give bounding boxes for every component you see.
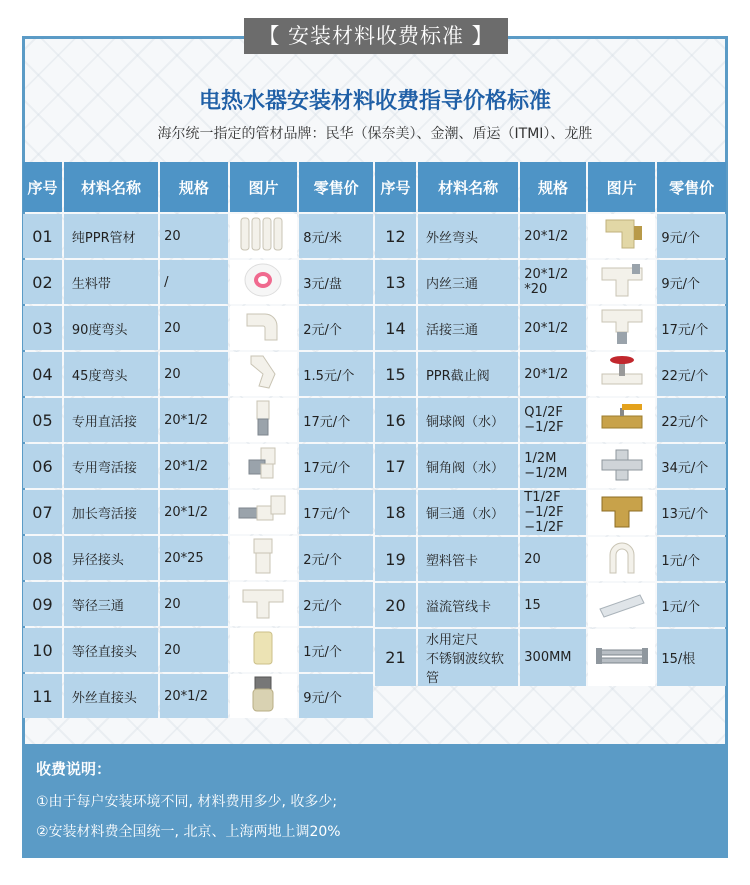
tape-icon <box>235 260 291 304</box>
header-picture: 图片 <box>230 162 298 212</box>
table-row <box>375 444 726 488</box>
row-number: 16 <box>375 398 416 442</box>
row-number: 01 <box>23 214 62 258</box>
table-row <box>375 537 726 581</box>
material-name: 铜角阀（水） <box>418 444 518 488</box>
header-no: 序号 <box>375 162 416 212</box>
material-name: 铜球阀（水） <box>418 398 518 442</box>
material-picture <box>588 490 656 535</box>
retail-price: 22元/个 <box>657 398 726 442</box>
table-row <box>23 674 373 718</box>
tee-icon <box>235 582 291 626</box>
stop-valve-icon <box>594 352 650 396</box>
long-elbow-union-icon <box>235 490 291 534</box>
material-name: 溢流管线卡 <box>418 583 518 627</box>
table-row <box>375 214 726 258</box>
material-picture <box>230 628 298 672</box>
material-picture <box>588 583 656 627</box>
table-row <box>23 628 373 672</box>
material-picture <box>588 306 656 350</box>
retail-price: 2元/个 <box>299 306 373 350</box>
material-spec: / <box>160 260 228 304</box>
table-row <box>23 214 373 258</box>
row-number: 18 <box>375 490 416 535</box>
material-picture <box>588 537 656 581</box>
table-row <box>23 490 373 534</box>
material-name: 外丝直接头 <box>64 674 158 718</box>
table-row <box>375 306 726 350</box>
header-picture: 图片 <box>588 162 656 212</box>
banner: 【 安装材料收费标准 】 <box>244 18 508 54</box>
row-number: 21 <box>375 629 416 686</box>
material-picture <box>230 214 298 258</box>
material-spec: 15 <box>520 583 586 627</box>
material-name: 铜三通（水） <box>418 490 518 535</box>
angle-valve-icon <box>594 444 650 488</box>
row-number: 10 <box>23 628 62 672</box>
row-number: 12 <box>375 214 416 258</box>
material-spec: 20*1/2 <box>160 490 228 534</box>
material-name: 等径三通 <box>64 582 158 626</box>
row-number: 19 <box>375 537 416 581</box>
retail-price: 9元/个 <box>299 674 373 718</box>
material-picture <box>230 582 298 626</box>
row-number: 09 <box>23 582 62 626</box>
material-name: 外丝弯头 <box>418 214 518 258</box>
row-number: 13 <box>375 260 416 304</box>
material-picture <box>588 260 656 304</box>
material-picture <box>230 536 298 580</box>
table-row <box>375 629 726 686</box>
table-header-row <box>375 162 726 212</box>
header-name: 材料名称 <box>418 162 518 212</box>
retail-price: 2元/个 <box>299 536 373 580</box>
material-name: 专用弯活接 <box>64 444 158 488</box>
female-thread-tee-icon <box>594 260 650 304</box>
table-row <box>375 260 726 304</box>
line-clip-icon <box>594 583 650 627</box>
reducer-icon <box>235 536 291 580</box>
retail-price: 1.5元/个 <box>299 352 373 396</box>
pipe-icon <box>235 214 291 258</box>
table-row <box>23 582 373 626</box>
material-spec: 20*1/2 <box>160 674 228 718</box>
material-spec: 20*1/2 <box>160 398 228 442</box>
material-spec: 20*1/2 <box>160 444 228 488</box>
retail-price: 15/根 <box>657 629 726 686</box>
table-row <box>23 398 373 442</box>
material-picture <box>588 352 656 396</box>
row-number: 11 <box>23 674 62 718</box>
retail-price: 13元/个 <box>657 490 726 535</box>
table-row <box>375 490 726 535</box>
notes-line-1: ①由于每户安装环境不同, 材料费用多少, 收多少; <box>36 794 338 810</box>
material-name: 水用定尺 不锈钢波纹软管 <box>418 629 518 686</box>
male-thread-elbow-icon <box>594 214 650 258</box>
pipe-clip-icon <box>594 537 650 581</box>
row-number: 03 <box>23 306 62 350</box>
retail-price: 1元/个 <box>657 583 726 627</box>
header-spec: 规格 <box>160 162 228 212</box>
material-picture <box>230 352 298 396</box>
notes-line-2: ②安装材料费全国统一, 北京、上海两地上调20% <box>36 824 341 840</box>
retail-price: 17元/个 <box>657 306 726 350</box>
retail-price: 2元/个 <box>299 582 373 626</box>
retail-price: 8元/米 <box>299 214 373 258</box>
material-spec: 20*1/2 *20 <box>520 260 586 304</box>
material-spec: 1/2M −1/2M <box>520 444 586 488</box>
material-name: 纯PPR管材 <box>64 214 158 258</box>
retail-price: 17元/个 <box>299 490 373 534</box>
header-price: 零售价 <box>657 162 726 212</box>
notes-panel <box>22 744 728 858</box>
header-spec: 规格 <box>520 162 586 212</box>
material-spec: 20 <box>160 214 228 258</box>
retail-price: 9元/个 <box>657 214 726 258</box>
table-row <box>23 444 373 488</box>
material-picture <box>588 214 656 258</box>
material-picture <box>588 629 656 686</box>
left-price-table <box>21 160 375 720</box>
table-row <box>23 260 373 304</box>
row-number: 06 <box>23 444 62 488</box>
row-number: 04 <box>23 352 62 396</box>
material-name: 生料带 <box>64 260 158 304</box>
header-price: 零售价 <box>299 162 373 212</box>
material-picture <box>230 490 298 534</box>
material-name: 活接三通 <box>418 306 518 350</box>
table-row <box>375 352 726 396</box>
retail-price: 17元/个 <box>299 444 373 488</box>
table-row <box>23 306 373 350</box>
ball-valve-icon <box>594 398 650 442</box>
row-number: 20 <box>375 583 416 627</box>
male-thread-coupling-icon <box>235 674 291 718</box>
material-spec: 300MM <box>520 629 586 686</box>
material-spec: 20 <box>160 582 228 626</box>
table-row <box>375 398 726 442</box>
elbow-union-icon <box>235 444 291 488</box>
notes-heading: 收费说明： <box>36 760 112 778</box>
retail-price: 3元/盘 <box>299 260 373 304</box>
material-picture <box>230 306 298 350</box>
row-number: 08 <box>23 536 62 580</box>
material-spec: 20*1/2 <box>520 214 586 258</box>
material-spec: 20 <box>520 537 586 581</box>
table-header-row <box>23 162 373 212</box>
material-name: 内丝三通 <box>418 260 518 304</box>
material-spec: T1/2F −1/2F −1/2F <box>520 490 586 535</box>
elbow-45-icon <box>235 352 291 396</box>
row-number: 02 <box>23 260 62 304</box>
header-no: 序号 <box>23 162 62 212</box>
page-subtitle: 海尔统一指定的管材品牌：民华（保奈美）、金潮、盾运（ITMI）、龙胜 <box>157 126 593 142</box>
material-picture <box>588 444 656 488</box>
retail-price: 1元/个 <box>657 537 726 581</box>
material-spec: 20*1/2 <box>520 352 586 396</box>
material-name: 专用直活接 <box>64 398 158 442</box>
material-spec: 20 <box>160 306 228 350</box>
material-picture <box>230 260 298 304</box>
table-row <box>23 352 373 396</box>
material-spec: 20*1/2 <box>520 306 586 350</box>
retail-price: 17元/个 <box>299 398 373 442</box>
right-price-table <box>373 160 728 688</box>
material-name: 45度弯头 <box>64 352 158 396</box>
table-row <box>23 536 373 580</box>
retail-price: 9元/个 <box>657 260 726 304</box>
material-name: PPR截止阀 <box>418 352 518 396</box>
material-picture <box>588 398 656 442</box>
retail-price: 34元/个 <box>657 444 726 488</box>
coupling-icon <box>235 628 291 672</box>
row-number: 14 <box>375 306 416 350</box>
row-number: 15 <box>375 352 416 396</box>
material-picture <box>230 674 298 718</box>
brass-tee-icon <box>594 491 650 535</box>
retail-price: 22元/个 <box>657 352 726 396</box>
material-spec: 20*25 <box>160 536 228 580</box>
material-name: 90度弯头 <box>64 306 158 350</box>
material-picture <box>230 398 298 442</box>
row-number: 17 <box>375 444 416 488</box>
material-spec: 20 <box>160 628 228 672</box>
elbow-90-icon <box>235 306 291 350</box>
retail-price: 1元/个 <box>299 628 373 672</box>
straight-union-icon <box>235 398 291 442</box>
material-name: 异径接头 <box>64 536 158 580</box>
union-tee-icon <box>594 306 650 350</box>
material-spec: 20 <box>160 352 228 396</box>
material-name: 加长弯活接 <box>64 490 158 534</box>
material-name: 等径直接头 <box>64 628 158 672</box>
material-name: 塑料管卡 <box>418 537 518 581</box>
row-number: 07 <box>23 490 62 534</box>
hose-icon <box>594 636 650 680</box>
header-name: 材料名称 <box>64 162 158 212</box>
material-picture <box>230 444 298 488</box>
table-row <box>375 583 726 627</box>
material-spec: Q1/2F −1/2F <box>520 398 586 442</box>
row-number: 05 <box>23 398 62 442</box>
page-title: 电热水器安装材料收费指导价格标准 <box>198 89 551 114</box>
